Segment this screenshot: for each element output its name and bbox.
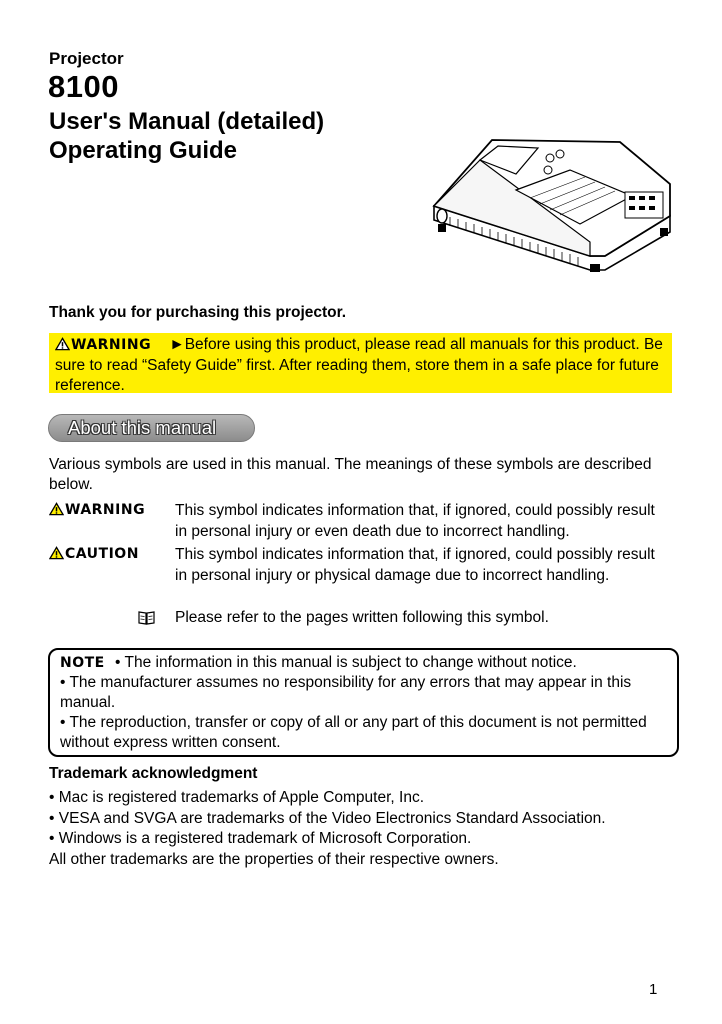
trademark-line: All other trademarks are the properties of their respective owners. bbox=[49, 850, 499, 868]
page-number: 1 bbox=[649, 981, 658, 998]
thank-you-text: Thank you for purchasing this projector. bbox=[49, 304, 347, 321]
section-heading bbox=[48, 414, 255, 442]
warning-symbol-description: This symbol indicates information that, if ignored, could possibly result in personal injury or even death due to incorrect handling. bbox=[175, 502, 655, 540]
caution-triangle-icon bbox=[49, 546, 64, 560]
manual-subtitle: Operating Guide bbox=[49, 137, 238, 164]
warning-box bbox=[49, 333, 672, 393]
reference-symbol-description: Please refer to the pages written following this symbol. bbox=[175, 609, 549, 626]
trademark-line: • VESA and SVGA are trademarks of the Video Electronics Standard Association. bbox=[49, 809, 606, 827]
note-label: NOTE bbox=[60, 655, 105, 671]
note-item: • The information in this manual is subject to change without notice. bbox=[115, 654, 577, 671]
note-item: • The reproduction, transfer or copy of all or any part of this document is not permitted without express written consent. bbox=[60, 714, 647, 751]
caution-symbol-description: This symbol indicates information that, if ignored, could possibly result in personal injury or physical damage due to incorrect handling. bbox=[175, 546, 655, 584]
model-number: 8100 bbox=[48, 69, 119, 104]
trademark-list bbox=[49, 788, 679, 870]
book-icon bbox=[138, 610, 155, 625]
warning-triangle-icon bbox=[55, 337, 70, 351]
caution-symbol-label: CAUTION bbox=[49, 545, 139, 563]
manual-title: User's Manual (detailed) bbox=[49, 108, 325, 135]
intro-text: Various symbols are used in this manual. The meanings of these symbols are described below. bbox=[49, 456, 652, 493]
warning-label: WARNING bbox=[71, 337, 152, 353]
arrow-icon: ► bbox=[169, 336, 185, 353]
section-title: About this manual bbox=[68, 417, 217, 438]
note-item: • The manufacturer assumes no responsibility for any errors that may appear in this manual. bbox=[60, 674, 632, 711]
trademark-heading: Trademark acknowledgment bbox=[49, 765, 258, 782]
product-category: Projector bbox=[49, 49, 124, 68]
trademark-line: • Windows is a registered trademark of Microsoft Corporation. bbox=[49, 830, 472, 847]
note-box bbox=[48, 648, 679, 757]
warning-text: Before using this product, please read all manuals for this product. Be sure to read “Safety Guide” first. After reading them, store them in a safe place for future reference. bbox=[55, 336, 663, 394]
warning-symbol-label: WARNING bbox=[49, 501, 145, 519]
projector-illustration bbox=[420, 120, 680, 280]
warning-triangle-icon bbox=[49, 502, 64, 516]
trademark-line: • Mac is registered trademarks of Apple Computer, Inc. bbox=[49, 789, 425, 806]
